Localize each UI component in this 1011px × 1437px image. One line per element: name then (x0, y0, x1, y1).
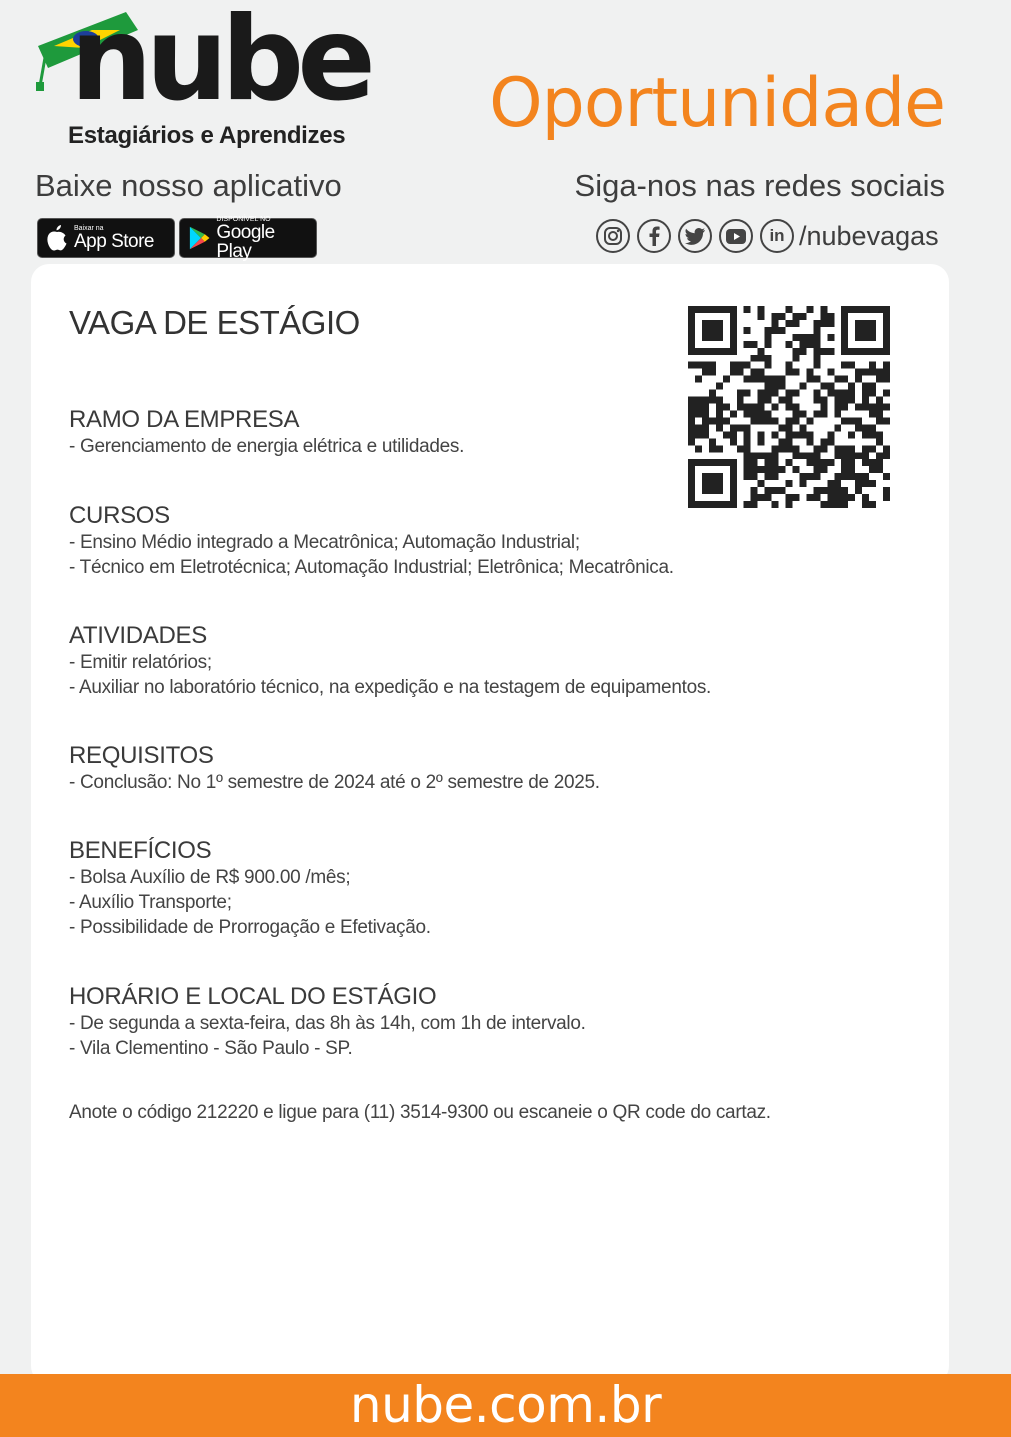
section-line: - Ensino Médio integrado a Mecatrônica; Automação Industrial; (69, 532, 580, 553)
section-line: - Auxílio Transporte; (69, 892, 232, 913)
section-line: - Possibilidade de Prorrogação e Efetivação. (69, 917, 431, 938)
section-cursos (69, 502, 674, 580)
section-heading: ATIVIDADES (69, 622, 207, 649)
section-requisitos (69, 742, 600, 795)
job-title: VAGA DE ESTÁGIO (69, 304, 360, 341)
brand-wordmark: nube (70, 0, 369, 127)
section-heading: HORÁRIO E LOCAL DO ESTÁGIO (69, 983, 437, 1010)
section-heading: RAMO DA EMPRESA (69, 406, 300, 433)
section-horario (69, 983, 586, 1061)
google-play-icon (188, 225, 210, 251)
social-handle[interactable]: /nubevagas (799, 220, 939, 251)
section-line: - Bolsa Auxílio de R$ 900.00 /mês; (69, 867, 351, 888)
google-play-label: Google Play (216, 221, 275, 262)
app-prompt: Baixe nosso aplicativo (35, 168, 342, 203)
twitter-icon[interactable] (678, 219, 712, 253)
section-line: - Gerenciamento de energia elétrica e utilidades. (69, 436, 465, 457)
apple-icon (46, 225, 68, 251)
section-atividades (69, 622, 711, 700)
linkedin-icon[interactable]: in (760, 219, 794, 253)
contact-note: Anote o código 212220 e ligue para (11) 3514-9300 ou escaneie o QR code do cartaz. (69, 1102, 771, 1123)
section-line: - Emitir relatórios; (69, 652, 212, 673)
section-ramo (69, 406, 464, 459)
instagram-icon[interactable] (596, 219, 630, 253)
google-play-small: DISPONÍVEL NO (216, 215, 271, 223)
footer-bar (0, 1374, 1011, 1437)
section-heading: BENEFÍCIOS (69, 837, 212, 864)
app-store-button[interactable] (37, 218, 175, 258)
nube-logo (34, 0, 369, 158)
qr-code[interactable] (688, 306, 890, 508)
section-line: - Auxiliar no laboratório técnico, na expedição e na testagem de equipamentos. (69, 677, 712, 698)
section-beneficios (69, 837, 431, 940)
google-play-button[interactable] (179, 215, 317, 262)
section-line: - De segunda a sexta-feira, das 8h às 14h, com 1h de intervalo. (69, 1013, 586, 1034)
youtube-icon[interactable] (719, 219, 753, 253)
brand-tagline: Estagiários e Aprendizes (68, 122, 346, 149)
section-line: - Conclusão: No 1º semestre de 2024 até o 2º semestre de 2025. (69, 772, 600, 793)
section-heading: CURSOS (69, 502, 170, 529)
social-prompt: Siga-nos nas redes sociais (574, 168, 945, 203)
footer-url[interactable]: nube.com.br (349, 1376, 662, 1434)
social-links (596, 219, 939, 253)
headline: Oportunidade (489, 64, 945, 143)
facebook-icon[interactable] (637, 219, 671, 253)
app-store-label: App Store (74, 231, 154, 252)
section-heading: REQUISITOS (69, 742, 214, 769)
job-card (31, 264, 949, 1384)
app-store-small: Baixar na (74, 225, 104, 232)
section-line: - Técnico em Eletrotécnica; Automação Industrial; Eletrônica; Mecatrônica. (69, 557, 674, 578)
section-line: - Vila Clementino - São Paulo - SP. (69, 1038, 353, 1059)
